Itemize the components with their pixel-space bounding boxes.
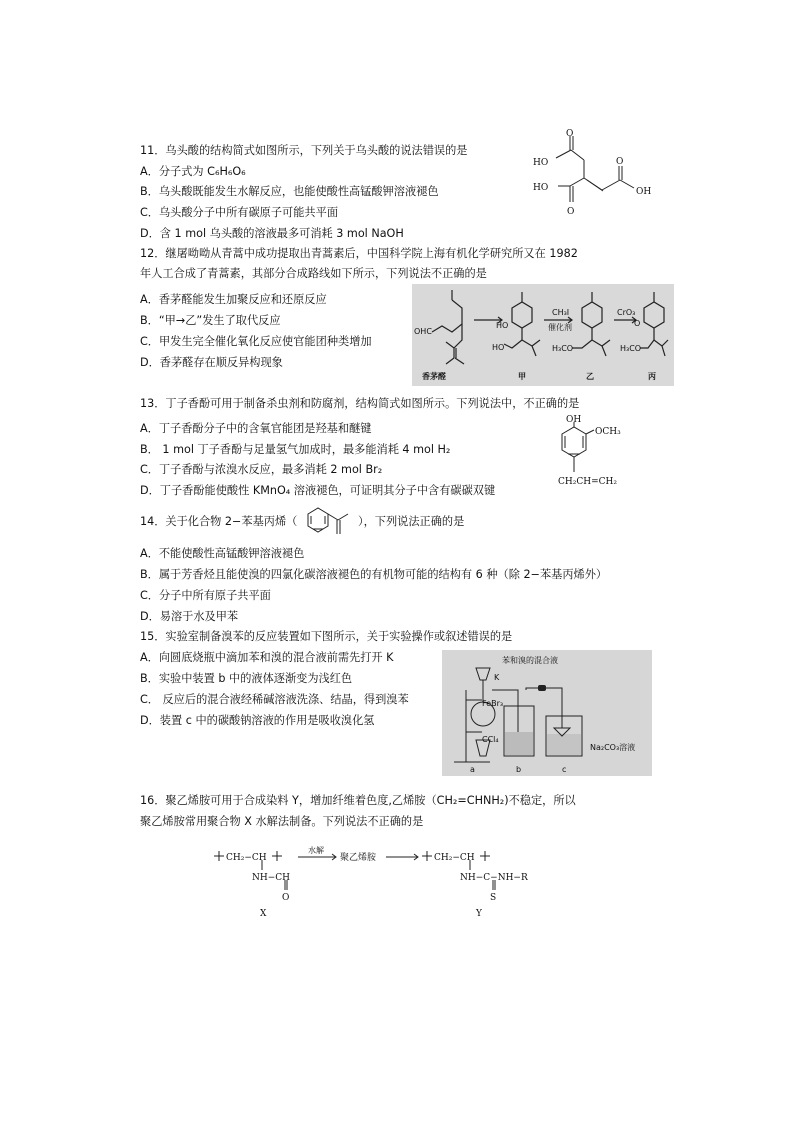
q12-stem-line2: 年人工合成了青蒿素，其部分合成路线如下所示，下列说法不正确的是 <box>140 267 487 280</box>
q12-h3co-label-2: H₃CO <box>620 344 642 353</box>
q15-option-a: A．向圆底烧瓶中滴加苯和溴的混合液前需先打开 K <box>140 651 394 664</box>
q16-x-oxygen: O <box>282 893 290 903</box>
q12-option-b: B．“甲→乙”发生了取代反应 <box>140 314 281 327</box>
q12-catalyst-label: 催化剂 <box>548 323 572 332</box>
q15-k-label: K <box>494 673 500 682</box>
q12-h3co-label-1: H₃CO <box>552 344 574 353</box>
q13-option-c: C．丁子香酚与浓溴水反应，最多消耗 2 mol Br₂ <box>140 463 383 476</box>
q11-ho-label-2: HO <box>533 183 549 193</box>
artemisinin-synthesis-route <box>412 284 674 386</box>
q16-stem-line1: 16．聚乙烯胺可用于合成染料 Y，增加纤维着色度,乙烯胺（CH₂=CHNH₂)不稳定，所以 <box>140 794 576 807</box>
q12-o-label: O <box>634 319 641 328</box>
q14-option-a: A．不能使酸性高锰酸钾溶液褪色 <box>140 547 305 560</box>
bromobenzene-apparatus <box>442 650 652 776</box>
q15-mixture-label: 苯和溴的混合液 <box>502 656 558 665</box>
q16-x-side-chain: NH−CH <box>252 873 290 883</box>
polyvinylamine-reaction-scheme <box>208 842 578 922</box>
q14-option-c: C．分子中所有原子共平面 <box>140 589 271 602</box>
q11-ho-label-1: HO <box>533 158 549 168</box>
q14-stem-pre: 14．关于化合物 2−苯基丙烯（ <box>140 515 298 528</box>
q11-o-label-1: O <box>566 129 574 139</box>
q12-name-citronellal: 香茅醛 <box>422 372 446 381</box>
q12-name-yi: 乙 <box>586 372 594 381</box>
q12-ho-label-1: HO <box>496 321 509 330</box>
q13-stem: 13．丁子香酚可用于制备杀虫剂和防腐剂，结构简式如图所示。下列说法中，不正确的是 <box>140 397 580 410</box>
q13-option-a: A．丁子香酚分子中的含氧官能团是羟基和醚键 <box>140 422 372 435</box>
q16-x-main-chain: CH₂−CH <box>226 853 267 863</box>
q16-polyvinylamine-label: 聚乙烯胺 <box>340 853 377 863</box>
q16-y-side-chain: NH−C−NH−R <box>460 873 528 883</box>
q12-cro3-label: CrO₃ <box>617 308 636 317</box>
q12-option-d: D．香茅醛存在顺反异构现象 <box>140 356 283 369</box>
eugenol-structure <box>540 412 640 496</box>
q16-y-sulfur: S <box>490 893 497 903</box>
q16-y-main-chain: CH₂−CH <box>434 853 475 863</box>
q12-option-a: A．香茅醛能发生加聚反应和还原反应 <box>140 293 327 306</box>
q15-na2co3-label: Na₂CO₃溶液 <box>590 743 636 752</box>
q15-febr3-label: FeBr₃ <box>482 699 504 708</box>
q14-option-b: B．属于芳香烃且能使溴的四氯化碳溶液褪色的有机物可能的结构有 6 种（除 2−苯基丙烯外） <box>140 568 608 581</box>
q16-hydrolysis-label: 水解 <box>308 846 324 855</box>
q13-option-d: D．丁子香酚能使酸性 KMnO₄ 溶液褪色，可证明其分子中含有碳碳双键 <box>140 484 496 497</box>
q15-option-d: D．装置 c 中的碳酸钠溶液的作用是吸收溴化氢 <box>140 714 375 727</box>
q12-name-jia: 甲 <box>518 372 526 381</box>
q11-o-label-2: O <box>616 157 624 167</box>
q16-y-label: Y <box>476 909 482 919</box>
q13-oh-label: OH <box>566 415 582 425</box>
q12-ohc-label: OHC <box>414 327 432 336</box>
q16-stem-line2: 聚乙烯胺常用聚合物 X 水解法制备。下列说法不正确的是 <box>140 815 424 828</box>
q11-option-b: B．乌头酸既能发生水解反应，也能使酸性高锰酸钾溶液褪色 <box>140 185 439 198</box>
q12-name-bing: 丙 <box>648 372 656 381</box>
q15-label-a: a <box>470 765 475 774</box>
2-phenylpropene-structure <box>300 500 366 544</box>
aconitic-acid-structure <box>530 128 680 228</box>
q15-option-c: C． 反应后的混合液经稀碱溶液洗涤、结晶，得到溴苯 <box>140 693 409 706</box>
q13-och3-label: OCH₃ <box>595 427 621 437</box>
q14-option-d: D．易溶于水及甲苯 <box>140 610 239 623</box>
q11-option-d: D．含 1 mol 乌头酸的溶液最多可消耗 3 mol NaOH <box>140 227 404 240</box>
q15-option-b: B．实验中装置 b 中的液体逐渐变为浅红色 <box>140 672 353 685</box>
q13-allyl-label: CH₂CH=CH₂ <box>558 477 617 487</box>
q16-x-label: X <box>260 909 267 919</box>
q13-option-b: B． 1 mol 丁子香酚与足量氢气加成时，最多能消耗 4 mol H₂ <box>140 443 451 456</box>
q11-stem: 11．乌头酸的结构简式如图所示，下列关于乌头酸的说法错误的是 <box>140 144 468 157</box>
q11-oh-label: OH <box>636 187 652 197</box>
q12-stem-line1: 12．继屠呦呦从青蒿中成功提取出青蒿素后，中国科学院上海有机化学研究所又在 1982 <box>140 247 578 260</box>
q11-option-a: A．分子式为 C₆H₆O₆ <box>140 165 246 178</box>
q12-option-c: C．甲发生完全催化氧化反应使官能团种类增加 <box>140 335 372 348</box>
q12-ch3i-label: CH₃I <box>552 308 570 317</box>
q15-label-b: b <box>516 765 522 774</box>
q14-stem-post: ），下列说法正确的是 <box>358 515 465 528</box>
q15-ccl4-label: CCl₄ <box>482 735 499 744</box>
q12-ho-label-2: HO <box>492 343 505 352</box>
q15-label-c: c <box>562 765 567 774</box>
q15-stem: 15．实验室制备溴苯的反应装置如下图所示，关于实验操作或叙述错误的是 <box>140 630 513 643</box>
q11-o-label-3: O <box>567 207 575 217</box>
q11-option-c: C．乌头酸分子中所有碳原子可能共平面 <box>140 206 339 219</box>
